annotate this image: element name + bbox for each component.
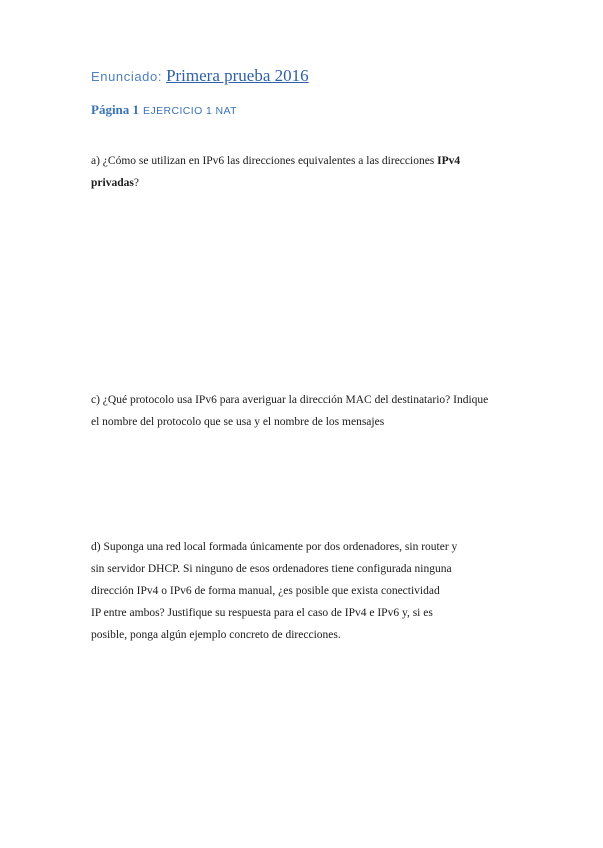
question-c-line-1: c) ¿Qué protocolo usa IPv6 para averiguar la dirección MAC del destinatario? Indique bbox=[91, 394, 489, 406]
question-d-line-4: IP entre ambos? Justifique su respuesta para el caso de IPv4 e IPv6 y, si es bbox=[91, 607, 433, 619]
question-d-line-5: posible, ponga algún ejemplo concreto de direcciones. bbox=[91, 629, 341, 641]
question-a-line-2 bbox=[91, 172, 511, 194]
question-a bbox=[91, 150, 511, 194]
question-d-line-2: sin servidor DHCP. Si ninguno de esos ordenadores tiene configurada ninguna bbox=[91, 563, 452, 575]
question-d bbox=[91, 536, 511, 646]
exercise-title: EJERCICIO 1 NAT bbox=[143, 105, 237, 117]
question-a-line-1 bbox=[91, 150, 511, 172]
document-heading bbox=[91, 66, 309, 86]
question-d-line-3: dirección IPv4 o IPv6 de forma manual, ¿es posible que exista conectividad bbox=[91, 585, 440, 597]
question-c bbox=[91, 389, 511, 433]
question-a-end: ? bbox=[133, 177, 139, 189]
question-a-bold-ipv4: IPv4 bbox=[437, 155, 461, 167]
exam-title-link[interactable]: Primera prueba 2016 bbox=[166, 66, 309, 85]
heading-prefix: Enunciado: bbox=[91, 69, 163, 84]
question-d-line-1: d) Suponga una red local formada únicamente por dos ordenadores, sin router y bbox=[91, 541, 458, 553]
question-a-text: a) ¿Cómo se utilizan en IPv6 las direcciones equivalentes a las direcciones bbox=[91, 155, 438, 167]
exercise-subheading bbox=[91, 101, 237, 119]
page-label: Página 1 bbox=[91, 102, 140, 117]
question-c-line-2: el nombre del protocolo que se usa y el nombre de los mensajes bbox=[91, 416, 385, 428]
question-a-bold-privadas: privadas bbox=[91, 177, 134, 189]
